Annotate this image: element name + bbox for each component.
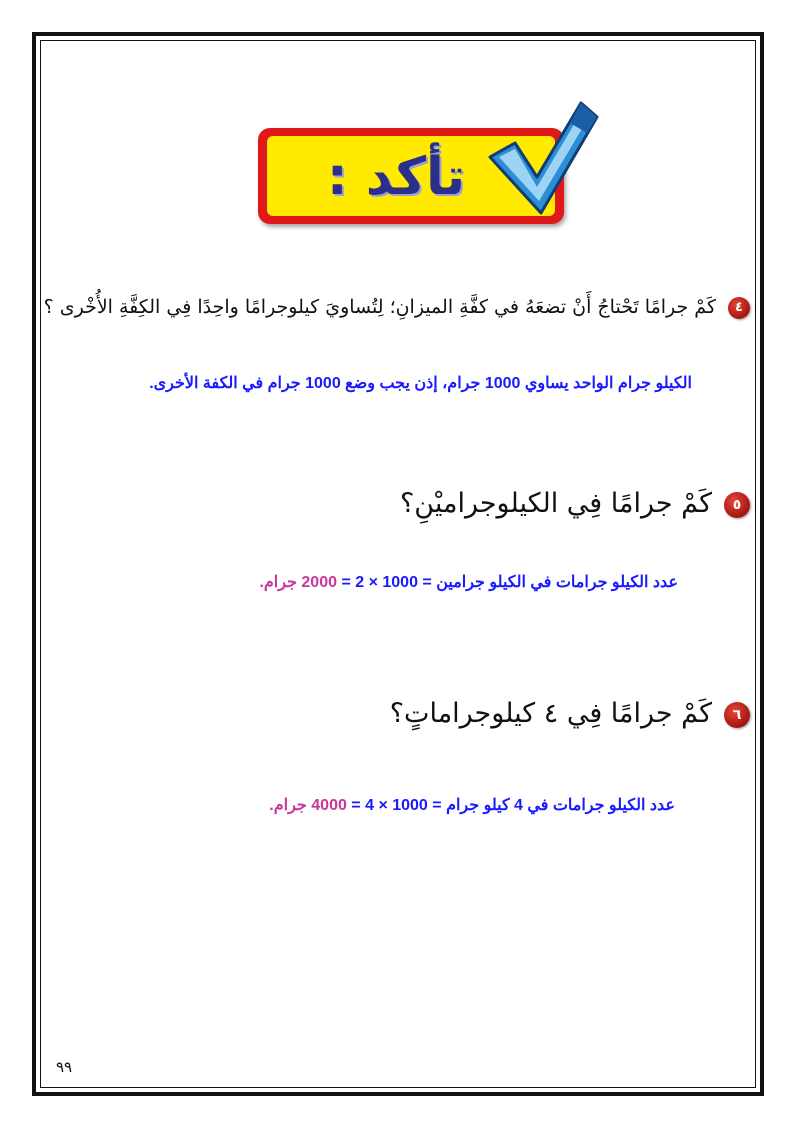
- question-number-badge: ٦: [724, 702, 750, 728]
- answer-5: [259, 572, 678, 592]
- question-4: [44, 296, 750, 319]
- answer-text: عدد الكيلو جرامات في الكيلو جرامين = 1000 × 2 =: [337, 574, 678, 591]
- question-text: كَمْ جرامًا فِي ٤ كيلوجراماتٍ؟: [389, 698, 712, 729]
- answer-text: عدد الكيلو جرامات في 4 كيلو جرام = 1000 × 4 =: [346, 797, 675, 814]
- question-text: كَمْ جرامًا تَحْتاجُ أَنْ تضعَهُ في كفَّةِ الميزانِ؛ لِتُساويَ كيلوجرامًا واحِدًا فِي الكِفَّةِ الأُخْرى ؟: [43, 296, 716, 318]
- question-number-badge: ٤: [728, 297, 750, 319]
- header-banner: [255, 95, 600, 235]
- answer-result: 4000 جرام.: [269, 797, 347, 814]
- page-title: تأكد :: [326, 147, 466, 207]
- question-5: [400, 488, 750, 519]
- answer-6: [269, 795, 675, 815]
- page-number: ٩٩: [56, 1058, 73, 1076]
- answer-text: الكيلو جرام الواحد يساوي 1000 جرام، إذن يجب وضع 1000 جرام في الكفة الأخرى.: [149, 375, 692, 392]
- answer-result: 2000 جرام.: [259, 574, 337, 591]
- answer-4: [149, 373, 692, 393]
- checkmark-icon: [485, 95, 600, 220]
- question-text: كَمْ جرامًا فِي الكيلوجراميْنِ؟: [399, 488, 712, 519]
- question-6: [390, 698, 750, 729]
- question-number-badge: ٥: [724, 492, 750, 518]
